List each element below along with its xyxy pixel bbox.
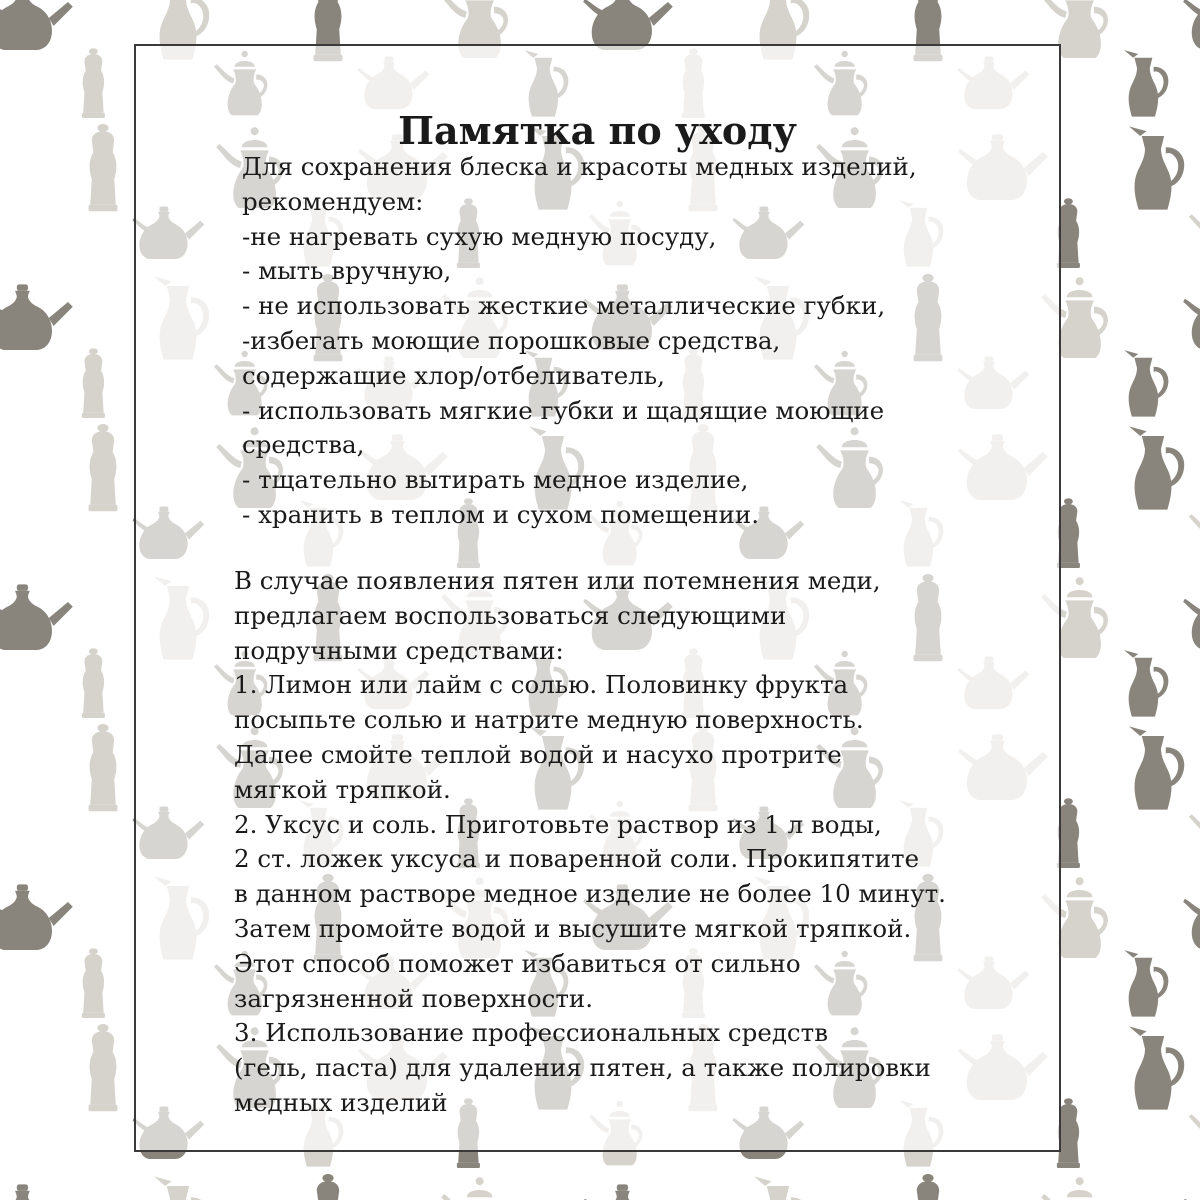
teapot-icon (1183, 284, 1200, 350)
jug-icon (1124, 950, 1168, 1017)
pepper-mill-icon (314, 1174, 343, 1200)
coffee-pot-icon (1041, 1177, 1108, 1200)
pepper-mill-icon (89, 424, 118, 511)
text-line: 2 ст. ложек уксуса и поваренной соли. Прокипятите (234, 844, 920, 874)
jug-icon (1124, 350, 1168, 417)
stain-removal-methods (234, 564, 946, 1121)
jug-icon (1129, 1026, 1184, 1109)
text-line: 1. Лимон или лайм с солью. Половинку фрукта (234, 670, 849, 700)
pepper-mill-icon (82, 48, 105, 118)
text-line: - хранить в теплом и сухом помещении. (242, 499, 759, 529)
jug-icon (1129, 726, 1184, 809)
teapot-icon (583, 1184, 673, 1200)
text-line: Затем промойте водой и высушите мягкой тряпкой. (234, 913, 912, 943)
care-instructions-card (134, 44, 1061, 1152)
text-line: Для сохранения блеска и красоты медных изделий, (242, 152, 917, 181)
text-line: загрязненной поверхности. (234, 983, 594, 1013)
text-line: 3. Использование профессиональных средств (234, 1018, 828, 1048)
jug-icon (1124, 650, 1168, 717)
text-line: посыпьте солью и натрите медную поверхность. (234, 705, 864, 735)
pepper-mill-icon (914, 1174, 943, 1200)
coffee-pot-icon (1189, 201, 1200, 266)
teapot-icon (583, 0, 673, 50)
teapot-icon (1183, 0, 1200, 50)
text-line: -избегать моющие порошковые средства, (242, 325, 781, 355)
text-line: -не нагревать сухую медную посуду, (242, 221, 717, 251)
text-line: предлагаем воспользоваться следующими (234, 600, 787, 630)
jug-icon (754, 1176, 809, 1200)
text-line: средства, (242, 430, 365, 460)
pepper-mill-icon (82, 348, 105, 418)
teapot-icon (0, 284, 73, 350)
pepper-mill-icon (89, 724, 118, 811)
text-line: В случае появления пятен или потемнения меди, (234, 566, 881, 595)
text-line: - тщательно вытирать медное изделие, (242, 465, 749, 495)
jug-icon (1129, 126, 1184, 209)
text-line: Этот способ поможет избавиться от сильно (234, 948, 801, 978)
page-title: Памятка по уходу (398, 108, 797, 153)
text-line: рекомендуем: (242, 186, 424, 216)
jug-icon (1129, 426, 1184, 509)
coffee-pot-icon (1189, 1101, 1200, 1166)
pepper-mill-icon (82, 648, 105, 718)
teapot-icon (1183, 884, 1200, 950)
pepper-mill-icon (89, 124, 118, 211)
text-line: - использовать мягкие губки и щадящие моющие (242, 395, 885, 425)
coffee-pot-icon (1189, 501, 1200, 566)
teapot-icon (0, 884, 73, 950)
pepper-mill-icon (82, 948, 105, 1018)
text-line: - мыть вручную, (242, 256, 452, 286)
text-line: в данном растворе медное изделие не более 10 минут. (234, 879, 946, 909)
pepper-mill-icon (89, 1024, 118, 1111)
text-line: - не использовать жесткие металлические губки, (242, 291, 886, 321)
teapot-icon (1183, 1184, 1200, 1200)
teapot-icon (0, 584, 73, 650)
text-line: подручными средствами: (234, 635, 564, 665)
text-line: Далее смойте теплой водой и насухо протрите (234, 739, 842, 769)
jug-icon (1124, 50, 1168, 117)
coffee-pot-icon (1189, 801, 1200, 866)
text-line: мягкой тряпкой. (234, 774, 451, 804)
text-line: медных изделий (234, 1087, 448, 1117)
teapot-icon (1183, 584, 1200, 650)
text-line: 2. Уксус и соль. Приготовьте раствор из 1 л воды, (234, 809, 882, 839)
text-line: (гель, паста) для удаления пятен, а также полировки (234, 1053, 931, 1083)
care-recommendations (242, 150, 917, 533)
coffee-pot-icon (441, 1177, 508, 1200)
teapot-icon (0, 1184, 73, 1200)
jug-icon (154, 1176, 209, 1200)
teapot-icon (0, 0, 73, 50)
text-line: содержащие хлор/отбеливатель, (242, 360, 665, 390)
